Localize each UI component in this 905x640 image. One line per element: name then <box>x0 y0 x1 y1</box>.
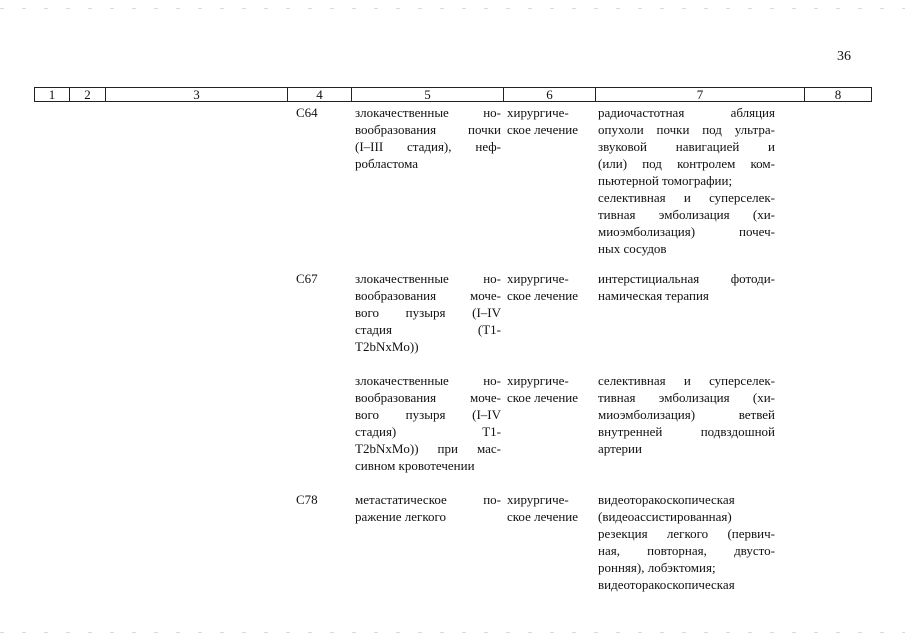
method-line: намическая терапия <box>598 288 709 303</box>
diagnosis-line: вого пузыря (I–IV <box>355 305 501 320</box>
method-line: резекция легкого (первич- <box>598 526 775 541</box>
diagnosis-line: сивном кровотечении <box>355 458 475 473</box>
method-cell <box>598 104 775 257</box>
diagnosis-line: вообразования моче- <box>355 288 501 303</box>
diagnosis-code: С64 <box>296 105 318 120</box>
treatment-line: ское лечение <box>507 288 579 303</box>
treatment-cell <box>507 104 593 138</box>
header-col-3: 3 <box>106 88 288 101</box>
method-line: радиочастотная абляция <box>598 105 775 120</box>
method-line: миоэмболизация) почеч- <box>598 224 775 239</box>
diagnosis-line: T2bNxMo)) при мас- <box>355 441 501 456</box>
method-line: ная, повторная, двусто- <box>598 543 775 558</box>
method-line: видеоторакоскопическая <box>598 492 735 507</box>
method-line: внутренней подвздошной <box>598 424 775 439</box>
method-line: артерии <box>598 441 642 456</box>
method-line: (видеоассистированная) <box>598 509 732 524</box>
diagnosis-line: метастатическое по- <box>355 492 501 507</box>
treatment-line: хирургиче- <box>507 373 569 388</box>
diagnosis-line: стадия) T1- <box>355 424 501 439</box>
method-line: ных сосудов <box>598 241 667 256</box>
treatment-cell <box>507 270 593 304</box>
treatment-line: ское лечение <box>507 390 579 405</box>
diagnosis-line: T2bNxMo)) <box>355 339 419 354</box>
header-col-5: 5 <box>352 88 504 101</box>
diagnosis-line: ражение легкого <box>355 509 447 524</box>
treatment-line: хирургиче- <box>507 271 569 286</box>
method-line: видеоторакоскопическая <box>598 577 735 592</box>
method-line: тивная эмболизация (хи- <box>598 390 775 405</box>
scan-artifact-bottom <box>0 632 905 633</box>
treatment-line: хирургиче- <box>507 105 569 120</box>
header-col-6: 6 <box>504 88 596 101</box>
method-line: селективная и суперселек- <box>598 373 775 388</box>
diagnosis-line: робластома <box>355 156 418 171</box>
method-line: ронняя), лобэктомия; <box>598 560 716 575</box>
method-line: миоэмболизация) ветвей <box>598 407 775 422</box>
treatment-cell <box>507 372 593 406</box>
method-cell <box>598 270 775 304</box>
diagnosis-line: злокачественные но- <box>355 373 501 388</box>
header-col-8: 8 <box>834 87 842 102</box>
diagnosis-line: вого пузыря (I–IV <box>355 407 501 422</box>
method-line: (или) под контролем ком- <box>598 156 775 171</box>
header-col-7: 7 <box>596 88 805 101</box>
method-cell <box>598 491 775 593</box>
method-line: пьютерной томографии; <box>598 173 733 188</box>
diagnosis-code: С67 <box>296 271 318 286</box>
diagnosis-line: стадия (T1- <box>355 322 501 337</box>
method-line: опухоли почки под ультра- <box>598 122 775 137</box>
scan-artifact-top <box>0 8 905 9</box>
header-col-4: 4 <box>288 88 352 101</box>
header-col-2: 2 <box>70 88 106 101</box>
method-cell <box>598 372 775 457</box>
treatment-line: ское лечение <box>507 509 579 524</box>
method-line: селективная и суперселек- <box>598 190 775 205</box>
diagnosis-cell <box>355 372 501 474</box>
table-header-row <box>34 87 872 102</box>
treatment-cell <box>507 491 593 525</box>
diagnosis-line: вообразования почки <box>355 122 501 137</box>
method-line: интерстициальная фотоди- <box>598 271 775 286</box>
diagnosis-cell <box>355 270 501 355</box>
diagnosis-line: вообразования моче- <box>355 390 501 405</box>
diagnosis-code: С78 <box>296 492 318 507</box>
method-line: тивная эмболизация (хи- <box>598 207 775 222</box>
treatment-line: ское лечение <box>507 122 579 137</box>
diagnosis-line: (I–III стадия), неф- <box>355 139 501 154</box>
diagnosis-line: злокачественные но- <box>355 271 501 286</box>
header-col-1: 1 <box>35 88 70 101</box>
diagnosis-cell <box>355 491 501 525</box>
method-line: звуковой навигацией и <box>598 139 775 154</box>
treatment-line: хирургиче- <box>507 492 569 507</box>
diagnosis-line: злокачественные но- <box>355 105 501 120</box>
page-number: 36 <box>837 49 851 64</box>
diagnosis-cell <box>355 104 501 172</box>
